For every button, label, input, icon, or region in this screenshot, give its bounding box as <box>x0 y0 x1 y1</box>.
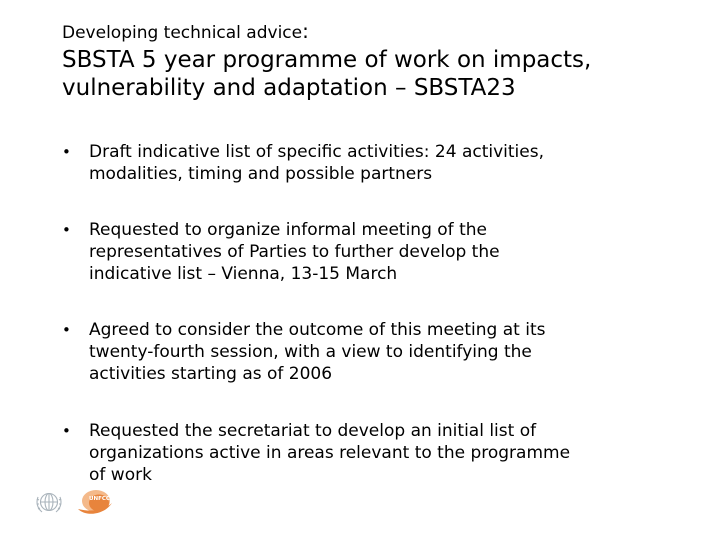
bullet-item <box>62 319 702 385</box>
title-line: SBSTA 5 year programme of work on impacts, <box>62 47 592 73</box>
bullet-item <box>62 141 702 185</box>
bullet-text-line: Draft indicative list of specific activities: 24 activities, <box>89 142 544 162</box>
slide-title <box>62 46 702 102</box>
bullet-icon: • <box>62 143 71 161</box>
logo-text: UNFCCC <box>89 496 114 502</box>
kicker-colon: : <box>302 19 309 43</box>
bullet-item <box>62 420 702 486</box>
bullet-text-line: representatives of Parties to further develop the <box>89 242 500 262</box>
bullet-icon: • <box>62 321 71 339</box>
bullet-text-line: twenty-fourth session, with a view to identifying the <box>89 342 532 362</box>
bullet-text-line: Requested the secretariat to develop an initial list of <box>89 421 537 441</box>
bullet-text-line: Requested to organize informal meeting of the <box>89 220 487 240</box>
bullet-list <box>62 141 702 486</box>
slide-kicker <box>62 20 309 44</box>
bullet-text-line: organizations active in areas relevant to the programme <box>89 443 571 463</box>
un-emblem-icon <box>37 494 61 513</box>
bullet-text-line: Agreed to consider the outcome of this meeting at its <box>89 320 546 340</box>
footer-logo <box>34 487 116 517</box>
bullet-text-line: of work <box>89 465 152 485</box>
bullet-text-line: activities starting as of 2006 <box>89 364 333 384</box>
bullet-icon: • <box>62 422 71 440</box>
bullet-text-line: modalities, timing and possible partners <box>89 164 433 184</box>
title-line: vulnerability and adaptation – SBSTA23 <box>62 75 516 101</box>
kicker-text: Developing technical advice <box>62 23 303 43</box>
bullet-text-line: indicative list – Vienna, 13-15 March <box>89 264 398 284</box>
bullet-icon: • <box>62 221 71 239</box>
bullet-item <box>62 219 702 285</box>
